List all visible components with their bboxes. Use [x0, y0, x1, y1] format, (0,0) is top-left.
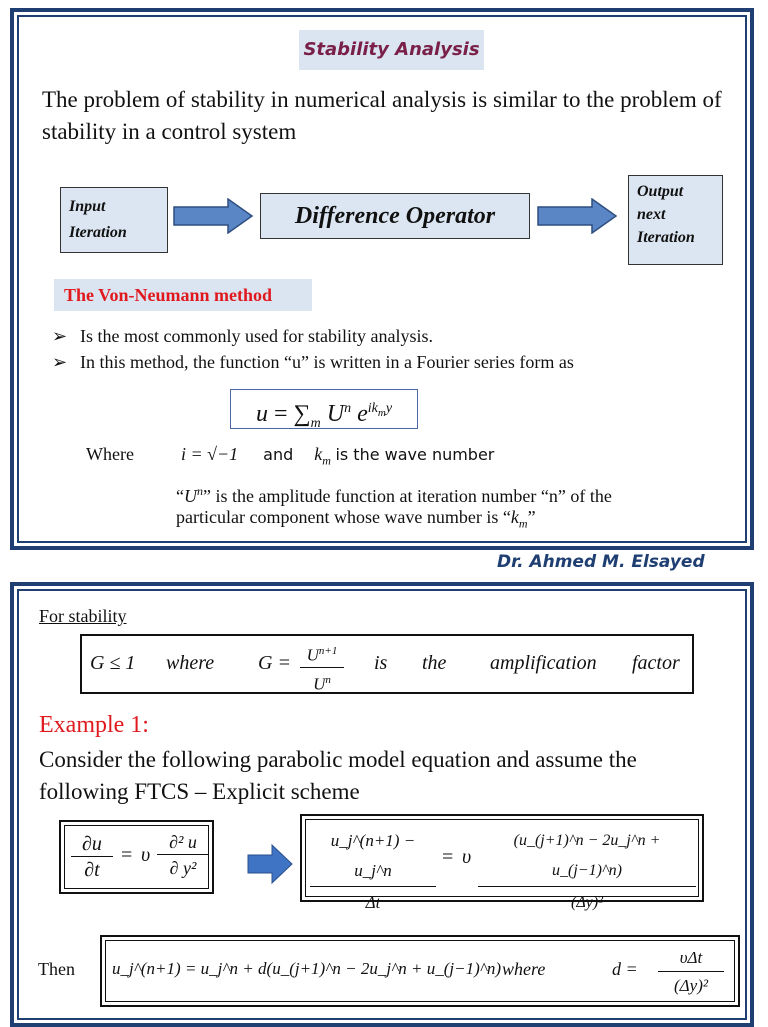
von-neumann-heading: The Von-Neumann method	[54, 279, 312, 311]
ftcs-scheme-box: u_j^(n+1) − u_j^n Δt = υ (u_(j+1)^n − 2u_j^n + u_(j−1)^n) (Δy)²	[300, 814, 704, 902]
arrow-right-icon	[246, 844, 294, 884]
stability-criterion-box: G ≤ 1 where G = $U^{n+1}$ $U^n$ is the amplification factor	[80, 634, 694, 694]
pde-equation-box: ∂u ∂t = υ ∂² u ∂ y²	[59, 820, 214, 894]
bullet-text: In this method, the function “u” is written in a Fourier series form as	[80, 352, 574, 372]
and-text: and	[263, 445, 294, 464]
output-next-iteration-box	[628, 175, 723, 265]
input-line-1: Input	[69, 198, 106, 215]
amplitude-description-line-2: particular component whose wave number is “$k_m$”	[176, 507, 536, 531]
update-equation-box: u_j^(n+1) = u_j^n + d(u_(j+1)^n − 2u_j^n + u_(j−1)^n) where d = υΔt (Δy)²	[100, 935, 740, 1007]
output-line-1: Output	[637, 183, 684, 200]
difference-operator-box	[260, 193, 530, 239]
wave-number-text: is the wave number	[335, 445, 495, 464]
example-title: Example 1:	[39, 712, 149, 738]
arrow-right-icon	[536, 198, 618, 234]
g-fraction: $U^{n+1}$ $U^n$	[300, 640, 344, 696]
example-description: Consider the following parabolic model equation and assume the following FTCS – Explicit scheme	[39, 747, 637, 804]
output-line-2: next	[637, 206, 666, 223]
then-label: Then	[38, 959, 75, 979]
bullet-arrow-icon: ➢	[52, 352, 68, 372]
input-line-2: Iteration	[69, 224, 127, 241]
bullet-text: Is the most commonly used for stability analysis.	[80, 326, 433, 346]
where-definitions: Where i = √−1 and $k_m$ is the wave number	[86, 444, 495, 468]
slide-title: Stability Analysis	[299, 30, 484, 70]
bullet-arrow-icon: ➢	[52, 326, 68, 346]
operator-label: Difference Operator	[294, 203, 496, 229]
where-label: Where	[86, 444, 134, 464]
slide-example-1	[10, 582, 754, 1027]
slide-stability-analysis	[10, 8, 754, 550]
arrow-right-icon	[172, 198, 254, 234]
intro-paragraph: The problem of stability in numerical analysis is similar to the problem of stability in a control system	[42, 87, 722, 144]
for-stability-heading: For stability	[39, 606, 127, 626]
author-signature: Dr. Ahmed M. Elsayed	[497, 552, 705, 572]
bullet-item	[52, 326, 433, 347]
input-iteration-box	[60, 187, 168, 253]
bullet-item	[52, 352, 574, 373]
fourier-series-formula: $u = \sum_m$ $U^n$ $e^{ik_my}$	[230, 389, 418, 429]
i-definition: i = √−1	[180, 444, 239, 464]
output-line-3: Iteration	[637, 229, 695, 246]
amplitude-description-line-1: “$U^n$” is the amplitude function at iteration number “n” of the	[176, 484, 612, 506]
